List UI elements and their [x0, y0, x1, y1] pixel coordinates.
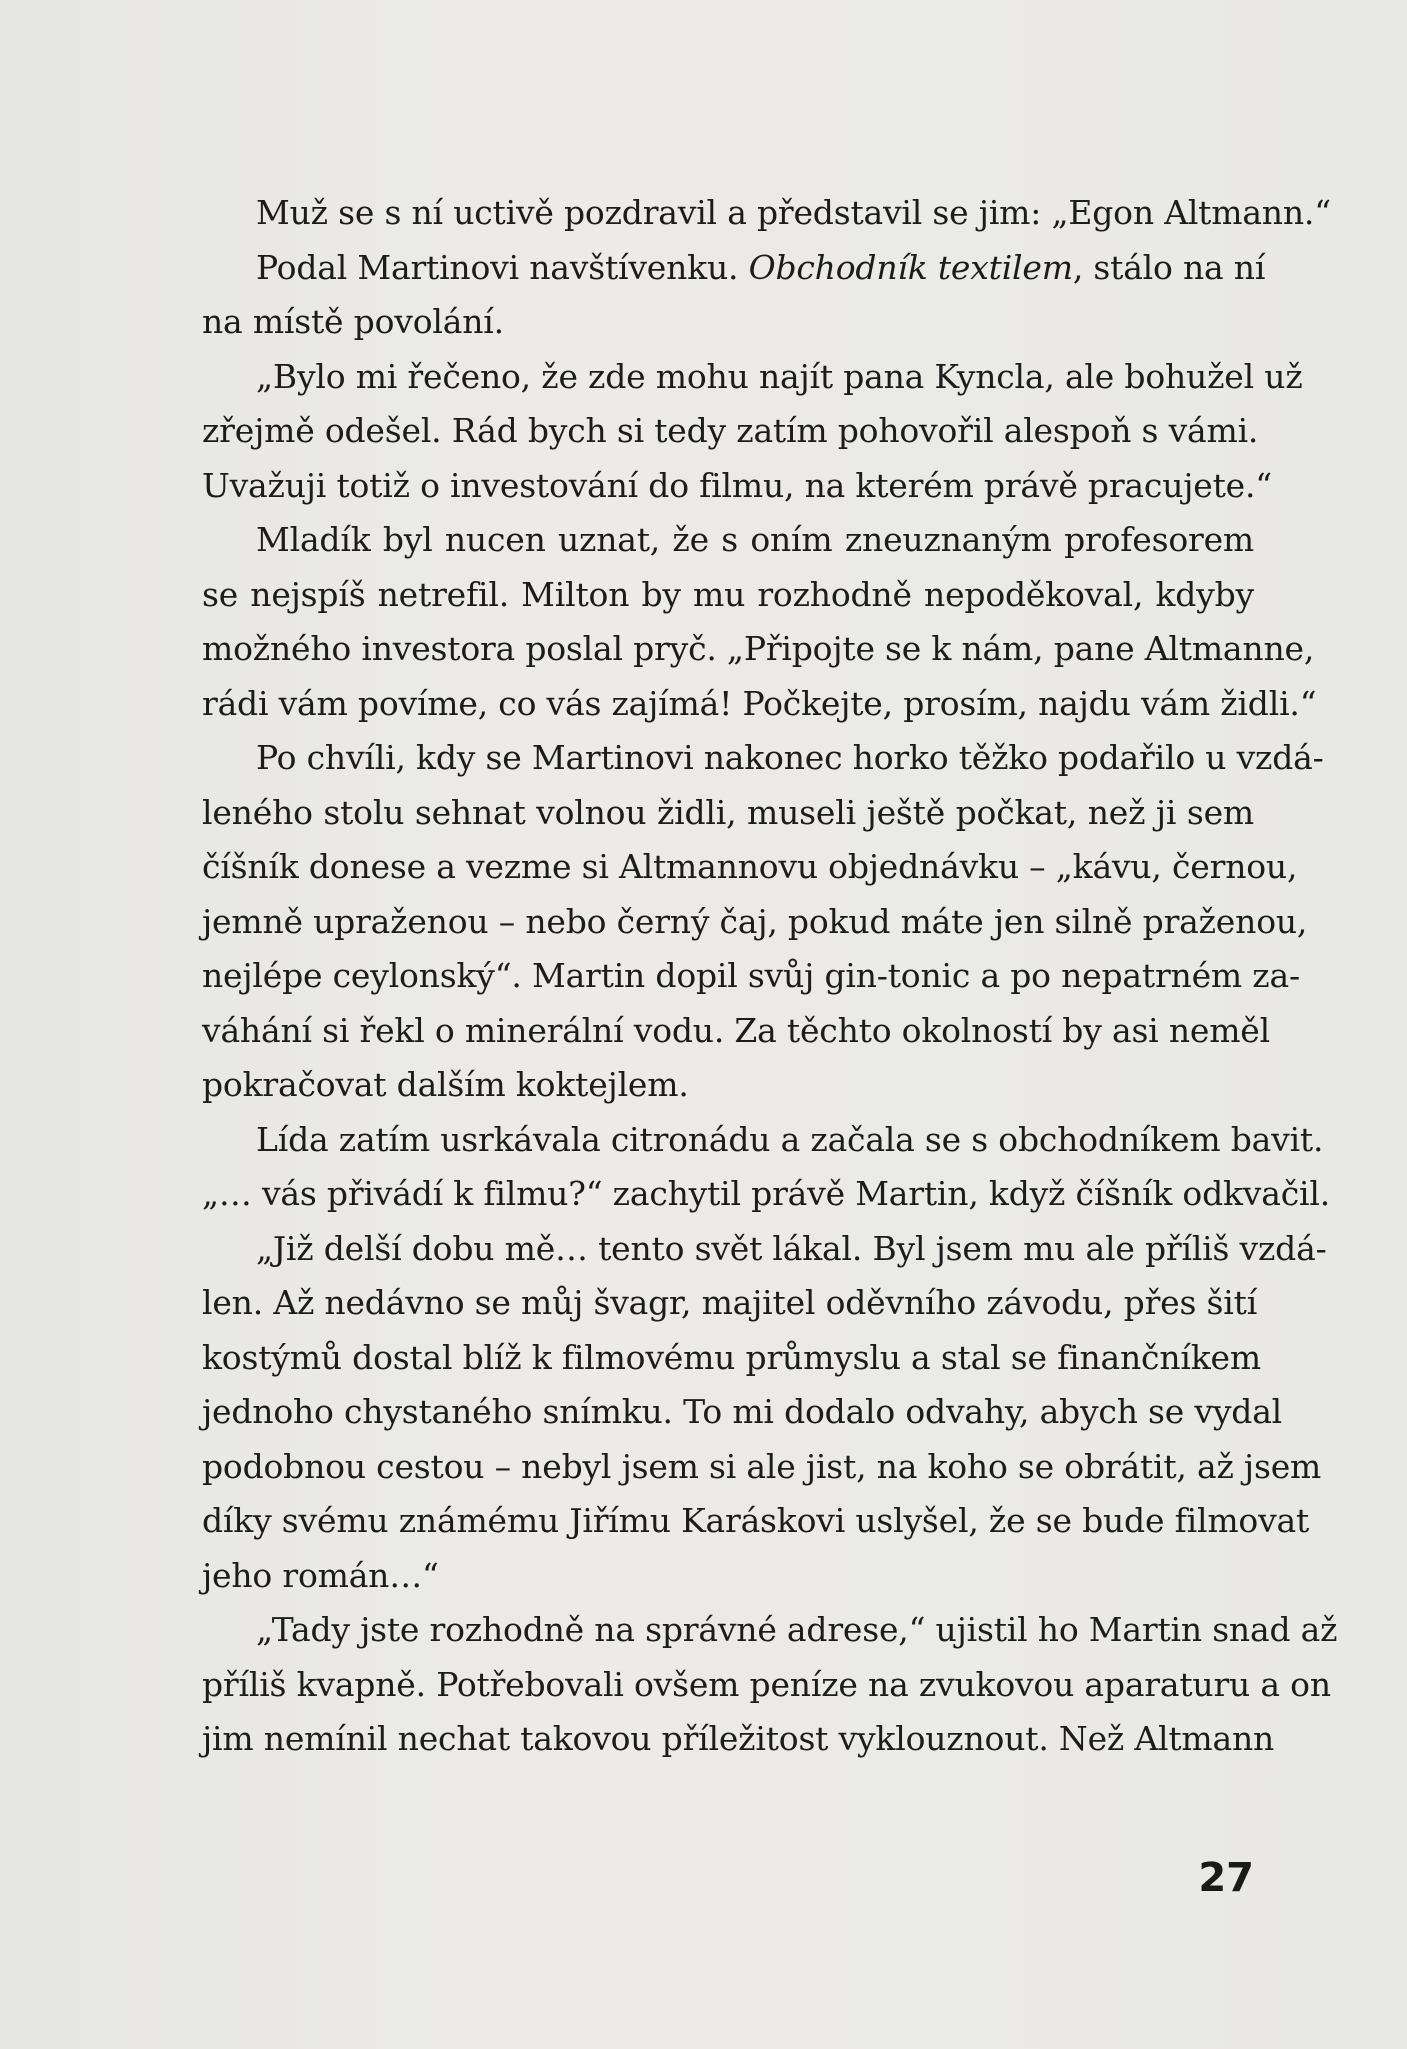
text-line: Uvažuji totiž o investování do filmu, na kterém právě pracujete.“: [202, 465, 1272, 505]
text-line: se nejspíš netrefil. Milton by mu rozhodně nepoděkoval, kdyby: [202, 574, 1254, 614]
text-line: číšník donese a vezme si Altmannovu objednávku – „kávu, černou,: [202, 847, 1298, 886]
text-line: „Bylo mi řečeno, že zde mohu najít pana Kyncla, ale bohužel už: [256, 356, 1303, 396]
text-run: , stálo na ní: [1072, 247, 1266, 287]
paragraph-8: [148, 1603, 1338, 1767]
page-number: 27: [1198, 1855, 1254, 1901]
text-line: kostýmů dostal blíž k filmovému průmyslu a stal se finančníkem: [202, 1337, 1261, 1377]
text-line: zřejmě odešel. Rád bych si tedy zatím pohovořil alespoň s vámi.: [202, 411, 1259, 450]
text-line: Mladík byl nucen uznat, že s oním zneuznaným profesorem: [256, 520, 1254, 559]
text-line: příliš kvapně. Potřebovali ovšem peníze na zvukovou aparaturu a on: [202, 1664, 1331, 1704]
text-line: nejlépe ceylonský“. Martin dopil svůj gin-tonic a po nepatrném za-: [202, 956, 1300, 995]
text-run: Podal Martinovi navštívenku.: [256, 247, 749, 287]
text-line: rádi vám povíme, co vás zajímá! Počkejte, prosím, najdu vám židli.“: [202, 683, 1317, 723]
text-line: jeho román…“: [202, 1555, 439, 1595]
text-line: možného investora poslal pryč. „Připojte se k nám, pane Altmanne,: [202, 629, 1315, 668]
text-line: jednoho chystaného snímku. To mi dodalo odvahy, abych se vydal: [202, 1392, 1283, 1431]
text-line: len. Až nedávno se můj švagr, majitel oděvního závodu, přes šití: [202, 1283, 1258, 1322]
text-line: Muž se s ní uctivě pozdravil a představil se jim: „Egon Altmann.“: [256, 193, 1331, 232]
paragraph-7: [148, 1222, 1327, 1604]
text-line: „Tady jste rozhodně na správné adrese,“ ujistil ho Martin snad až: [256, 1610, 1338, 1649]
text-line: podobnou cestou – nebyl jsem si ale jist, na koho se obrátit, až jsem: [202, 1446, 1322, 1486]
text-line: jemně upraženou – nebo černý čaj, pokud máte jen silně praženou,: [202, 901, 1308, 941]
paragraph-4: [148, 513, 1317, 731]
paragraph-5: [148, 731, 1324, 1113]
text-line: Po chvíli, kdy se Martinovi nakonec horko těžko podařilo u vzdá-: [256, 738, 1324, 777]
paragraph-6: [148, 1113, 1330, 1222]
book-page-body: [148, 186, 1338, 1767]
text-line: „… vás přivádí k filmu?“ zachytil právě Martin, když číšník odkvačil.: [202, 1174, 1330, 1213]
text-line: jim nemínil nechat takovou příležitost vyklouznout. Než Altmann: [202, 1719, 1275, 1758]
text-line: díky svému známému Jiřímu Karáskovi uslyšel, že se bude filmovat: [202, 1501, 1310, 1540]
text-line: leného stolu sehnat volnou židli, museli ještě počkat, než ji sem: [202, 792, 1254, 832]
paragraph-1: [148, 186, 1331, 241]
text-line: na místě povolání.: [202, 302, 504, 341]
italic-run: Obchodník textilem: [748, 247, 1073, 287]
text-line: Lída zatím usrkávala citronádu a začala se s obchodníkem bavit.: [256, 1119, 1324, 1159]
text-line: pokračovat dalším koktejlem.: [202, 1065, 689, 1104]
paragraph-2: [148, 241, 1266, 350]
text-line: [148, 241, 1266, 296]
text-line: váhání si řekl o minerální vodu. Za těchto okolností by asi neměl: [202, 1010, 1270, 1050]
text-line: „Již delší dobu mě… tento svět lákal. Byl jsem mu ale příliš vzdá-: [256, 1228, 1327, 1268]
paragraph-3: [148, 350, 1303, 514]
